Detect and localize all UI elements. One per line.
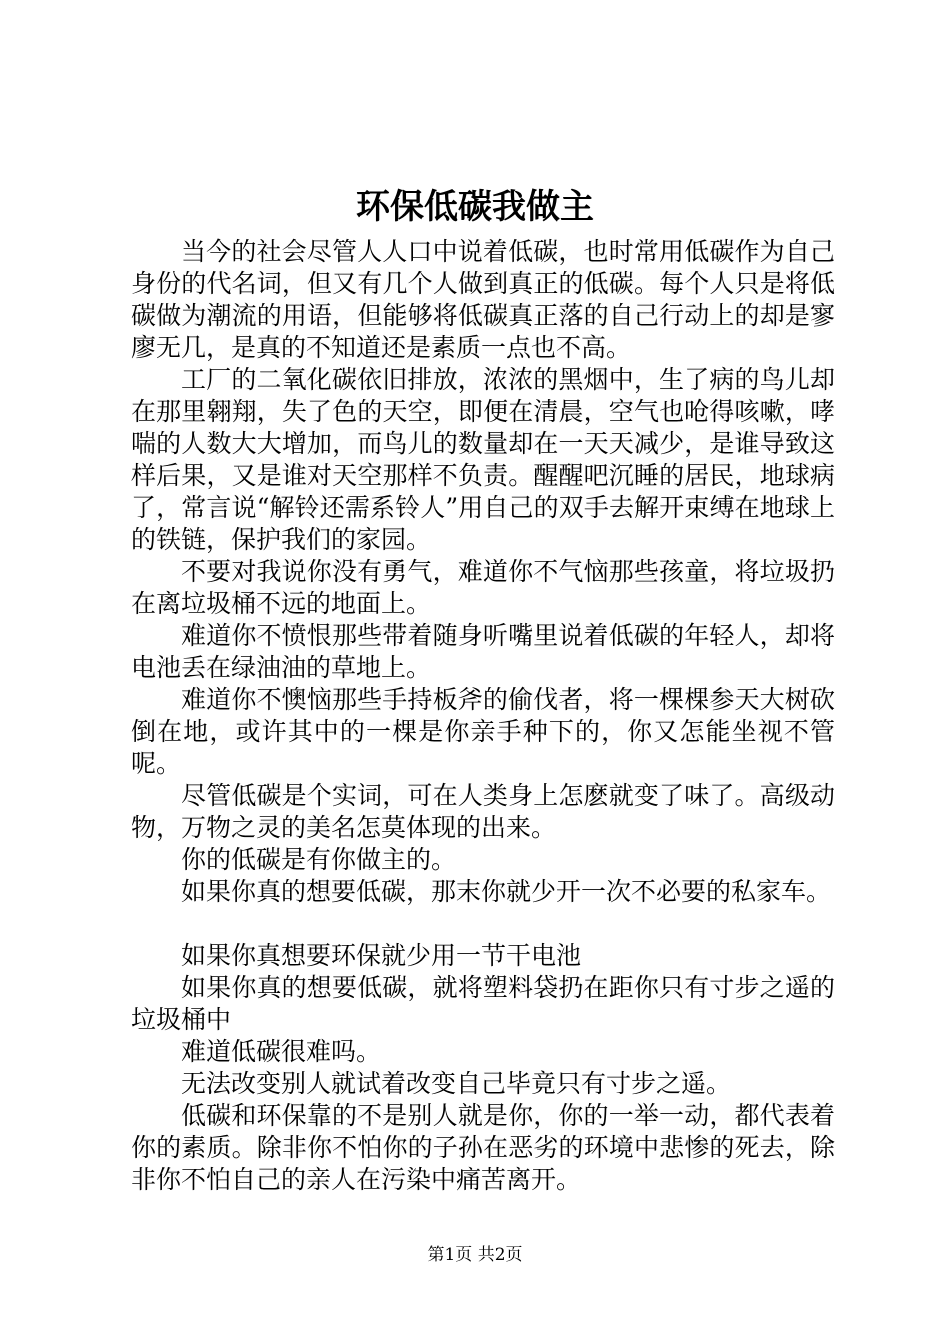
- page-title: 环保低碳我做主: [356, 187, 594, 227]
- paragraph: 当今的社会尽管人人口中说着低碳，也时常用低碳作为自己身份的代名词，但又有几个人做到真正的低碳。每个人只是将低碳做为潮流的用语，但能够将低碳真正落的自己行动上的却是寥廖无几，是真的不知道还是素质一点也不高。: [131, 237, 835, 362]
- paragraph: 工厂的二氧化碳依旧排放，浓浓的黑烟中，生了病的鸟儿却在那里翱翔，失了色的天空，即便在清晨，空气也呛得咳嗽，哮喘的人数大大增加，而鸟儿的数量却在一天天减少，是谁导致这样后果，又是谁对天空那样不负责。醒醒吧沉睡的居民，地球病了，常言说“解铃还需系铃人”用自己的双手去解开束缚在地球上的铁链，保护我们的家园。: [131, 365, 835, 554]
- paragraph: 无法改变别人就试着改变自己毕竟只有寸步之遥。: [181, 1069, 732, 1098]
- paragraph: 如果你真的想要低碳，就将塑料袋扔在距你只有寸步之遥的垃圾桶中: [131, 973, 835, 1034]
- paragraph: 如果你真的想要低碳，那末你就少开一次不必要的私家车。: [181, 877, 832, 906]
- paragraph: 如果你真想要环保就少用一节干电池: [181, 941, 582, 970]
- paragraph: 尽管低碳是个实词，可在人类身上怎麽就变了味了。高级动物，万物之灵的美名怎莫体现的出来。: [131, 781, 835, 842]
- page-number: 第1页 共2页: [427, 1245, 523, 1265]
- paragraph: 难道你不懊恼那些手持板斧的偷伐者，将一棵棵参天大树砍倒在地，或许其中的一棵是你亲手种下的，你又怎能坐视不管呢。: [131, 685, 835, 778]
- paragraph: 难道低碳很难吗。: [181, 1037, 382, 1066]
- document-body: [131, 236, 835, 1196]
- paragraph: 不要对我说你没有勇气，难道你不气恼那些孩童，将垃圾扔在离垃圾桶不远的地面上。: [131, 557, 835, 618]
- paragraph: 难道你不愤恨那些带着随身听嘴里说着低碳的年轻人，却将电池丢在绿油油的草地上。: [131, 621, 835, 682]
- paragraph: 你的低碳是有你做主的。: [181, 845, 457, 874]
- paragraph: 低碳和环保靠的不是别人就是你，你的一举一动，都代表着你的素质。除非你不怕你的子孙在恶劣的环境中悲惨的死去，除非你不怕自己的亲人在污染中痛苦离开。: [131, 1101, 835, 1194]
